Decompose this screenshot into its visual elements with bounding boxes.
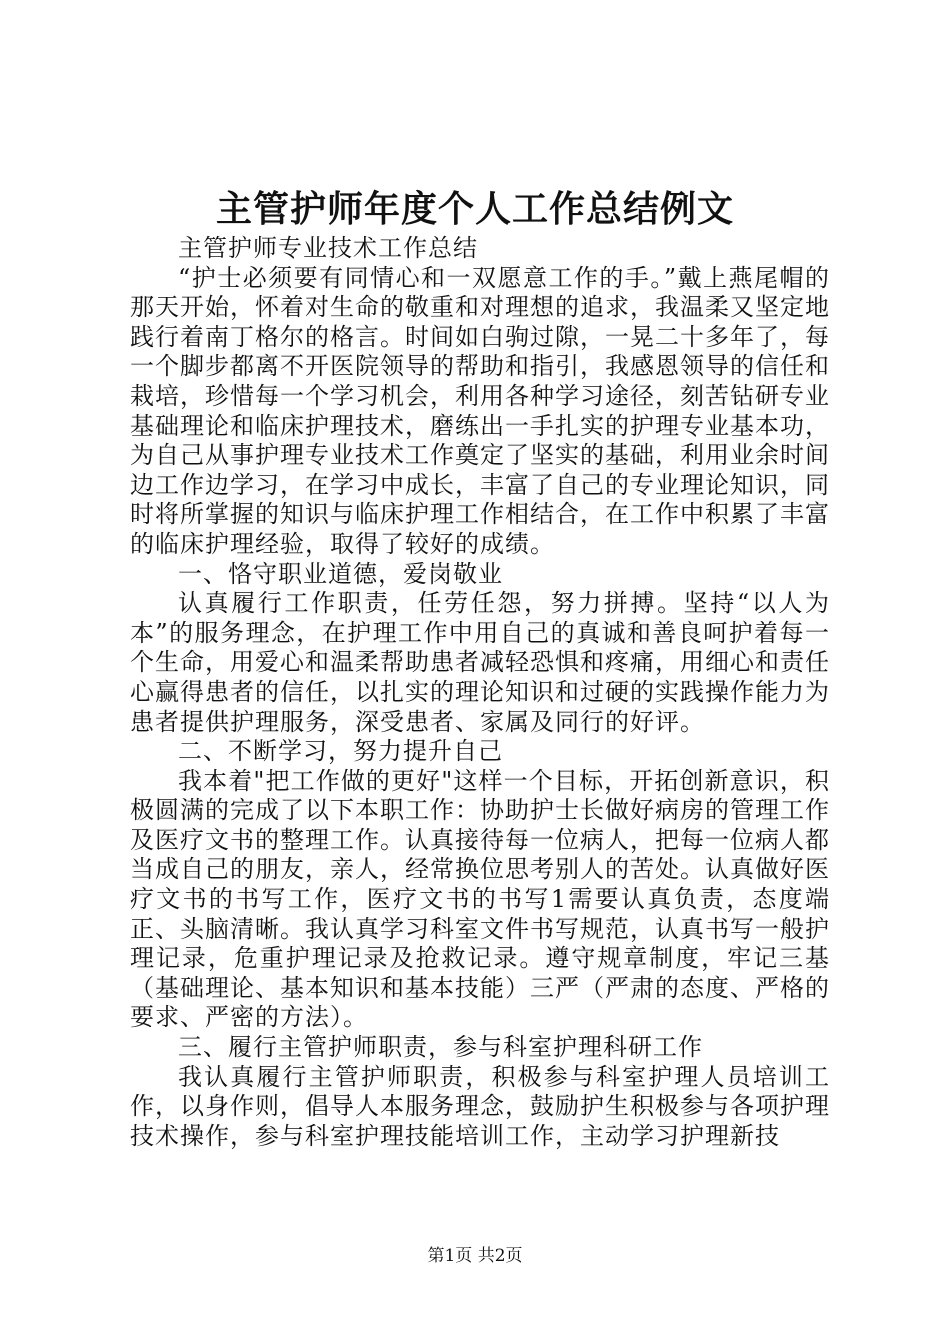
section-heading-1: 一、恪守职业道德，爱岗敬业: [178, 559, 503, 588]
section-heading-3: 三、履行主管护师职责，参与科室护理科研工作: [178, 1033, 703, 1062]
paragraph-subtitle: 主管护师专业技术工作总结: [178, 234, 478, 262]
paragraph-section-2: 我本着"把工作做的更好"这样一个目标，开拓创新意识，积极圆满的完成了以下本职工作：协助护士长做好病房的管理工作及医疗文书的整理工作。认真接待每一位病人，把每一位病人都当成自己的朋友，亲人，经常换位思考别人的苦处。认真做好医疗文书的书写工作，医疗文书的书写1需要认真负责，态度端正、头脑清晰。我认真学习科室文件书写规范，认真书写一般护理记录，危重护理记录及抢救记录。遵守规章制度，牢记三基（基础理论、基本知识和基本技能）三严（严肃的态度、严格的要求、严密的方法）。: [130, 766, 830, 1032]
paragraph-intro: “护士必须要有同情心和一双愿意工作的手。”戴上燕尾帽的那天开始，怀着对生命的敬重和对理想的追求，我温柔又坚定地践行着南丁格尔的格言。时间如白驹过隙，一晃二十多年了，每一个脚步都离不开医院领导的帮助和指引，我感恩领导的信任和栽培，珍惜每一个学习机会，利用各种学习途径，刻苦钻研专业基础理论和临床护理技术，磨练出一手扎实的护理专业基本功，为自己从事护理专业技术工作奠定了坚实的基础，利用业余时间边工作边学习，在学习中成长，丰富了自己的专业理论知识，同时将所掌握的知识与临床护理工作相结合，在工作中积累了丰富的临床护理经验，取得了较好的成绩。: [130, 263, 830, 558]
paragraph-section-1: 认真履行工作职责，任劳任怨，努力拼搏。坚持“以人为本”的服务理念，在护理工作中用自己的真诚和善良呵护着每一个生命，用爱心和温柔帮助患者减轻恐惧和疼痛，用细心和责任心赢得患者的信任，以扎实的理论知识和过硬的实践操作能力为患者提供护理服务，深受患者、家属及同行的好评。: [130, 589, 830, 736]
document-title: 主管护师年度个人工作总结例文: [215, 188, 734, 230]
section-heading-2: 二、不断学习，努力提升自己: [178, 737, 503, 766]
document-body: [130, 234, 830, 1151]
page-footer: 第1页 共2页: [427, 1246, 523, 1266]
paragraph-section-3: 我认真履行主管护师职责，积极参与科室护理人员培训工作，以身作则，倡导人本服务理念，鼓励护生积极参与各项护理技术操作，参与科室护理技能培训工作，主动学习护理新技: [130, 1062, 830, 1150]
